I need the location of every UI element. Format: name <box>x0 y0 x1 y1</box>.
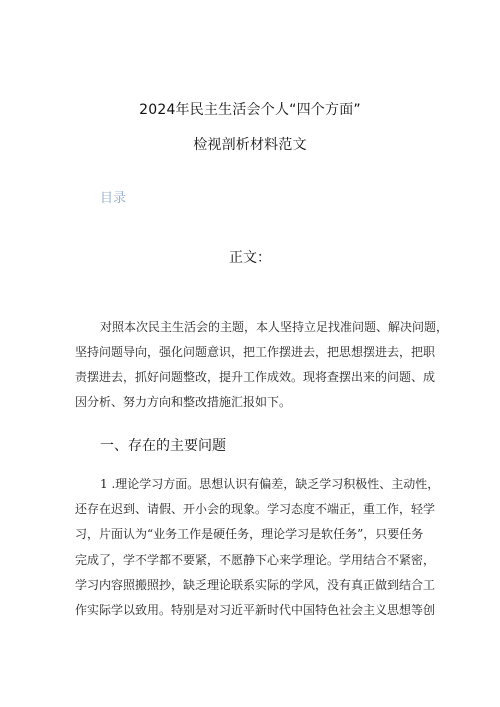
section-heading: 一、存在的主要问题 <box>100 438 226 454</box>
section-1-line-1: 1 .理论学习方面。思想认识有偏差，缺乏学习积极性、主动性， <box>100 477 440 491</box>
intro-line-2: 坚持问题导向，强化问题意识，把工作摆进去，把思想摆进去，把职 <box>75 345 436 359</box>
section-1-line-2: 还存在迟到、请假、开小会的现象。学习态度不端正，重工作，轻学 <box>75 502 436 516</box>
table-of-contents-label: 目录 <box>100 191 127 206</box>
document-title-line-2: 检视剖析材料范文 <box>193 137 307 153</box>
section-1-line-6: 作实际学以致用。特别是对习近平新时代中国特色社会主义思想等创 <box>75 603 436 617</box>
section-1-line-3: 习，片面认为“业务工作是硬任务，理论学习是软任务”，只要任务 <box>75 527 424 541</box>
section-1-line-5: 学习内容照搬照抄，缺乏理论联系实际的学风，没有真正做到结合工 <box>75 578 436 592</box>
document-title-line-1: 2024年民主生活会个人“四个方面” <box>139 102 361 118</box>
intro-line-4: 因分析、努力方向和整改措施汇报如下。 <box>75 395 292 409</box>
body-label: 正文： <box>229 250 271 266</box>
intro-line-3: 责摆进去，抓好问题整改，提升工作成效。现将查摆出来的问题、成 <box>75 370 436 384</box>
section-1-line-4: 完成了，学不学都不要紧，不愿静下心来学理论。学用结合不紧密， <box>75 553 436 567</box>
intro-line-1: 对照本次民主生活会的主题，本人坚持立足找准问题、解决问题， <box>100 320 449 334</box>
